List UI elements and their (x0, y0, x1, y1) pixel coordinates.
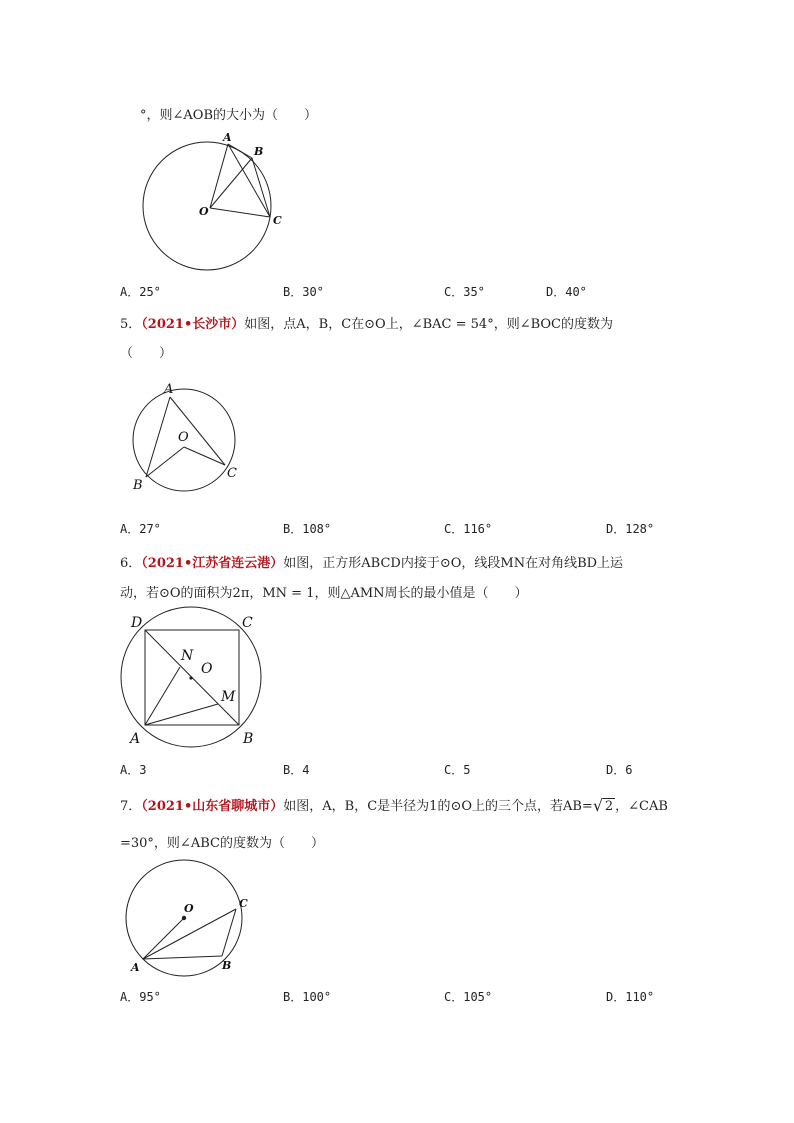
q5-label-o: O (178, 430, 189, 445)
q6-stem-line2: 动，若⊙O的面积为2π，MN = 1，则△AMN周长的最小值是（ ） (120, 586, 528, 601)
q7-option-b[interactable]: B．100° (283, 990, 332, 1004)
q7-line-ao (143, 918, 184, 959)
q7-number: 7． (120, 799, 142, 814)
q4-label-b: B (254, 145, 264, 158)
q6-label-c: C (242, 615, 253, 631)
q4-option-a[interactable]: A．25° (120, 285, 161, 299)
q7-label-c: C (239, 897, 248, 910)
q7-option-d[interactable]: D．110° (606, 990, 655, 1004)
q7-stem-line2: =30°，则∠ABC的度数为（ ） (120, 836, 324, 851)
q6-option-c[interactable]: C．5 (444, 763, 471, 777)
q5-stem: 如图，点A，B，C在⊙O上，∠BAC = 54°，则∠BOC的度数为 (244, 317, 613, 332)
q4-label-c: C (273, 214, 282, 227)
q5-option-a[interactable]: A．27° (120, 522, 161, 536)
q7-stem-b: ，∠CAB (615, 799, 668, 814)
q6-number: 6． (120, 556, 142, 571)
q6-label-m: M (221, 689, 236, 705)
q7-label-b: B (222, 959, 232, 972)
q5-option-b[interactable]: B．108° (283, 522, 332, 536)
q5-source: （2021•长沙市） (141, 317, 245, 332)
q6-label-o: O (201, 661, 213, 677)
q7-center-dot (182, 916, 186, 920)
q6-label-b: B (243, 731, 254, 747)
q6-stem: 如图，正方形ABCD内接于⊙O，线段MN在对角线BD上运 (283, 556, 624, 571)
q5-stem-line2: （ ） (120, 346, 173, 361)
q6-source: （2021•江苏省连云港） (141, 556, 284, 571)
q6-label-d: D (131, 615, 143, 631)
q5-label-b: B (133, 478, 143, 493)
q6-option-b[interactable]: B．4 (283, 763, 310, 777)
q4-option-d[interactable]: D．40° (546, 285, 587, 299)
sqrt-icon: √ (592, 796, 604, 815)
q4-option-b[interactable]: B．30° (283, 285, 324, 299)
q7-label-o: O (184, 902, 194, 915)
q4-label-a: A (223, 131, 232, 144)
q4-option-c[interactable]: C．35° (444, 285, 485, 299)
q6-option-d[interactable]: D．6 (606, 763, 633, 777)
q7-line-ab (143, 956, 222, 959)
q7-source: （2021•山东省聊城市） (141, 799, 284, 814)
q4-stem-tail: °，则∠AOB的大小为（ ） (140, 108, 317, 123)
q4-label-o: O (199, 205, 209, 218)
q7-stem-a: 如图，A，B，C是半径为1的⊙O上的三个点，若AB= (283, 799, 593, 814)
q7-line-ac (143, 909, 236, 959)
q7-sqrt-value: 2 (604, 799, 614, 814)
q7-label-a: A (131, 961, 140, 974)
q7-line-bc (222, 909, 236, 956)
q7-option-c[interactable]: C．105° (444, 990, 493, 1004)
q6-option-a[interactable]: A．3 (120, 763, 147, 777)
q7-option-a[interactable]: A．95° (120, 990, 161, 1004)
q6-label-n: N (181, 648, 194, 664)
q5-option-c[interactable]: C．116° (444, 522, 493, 536)
q5-label-a: A (164, 382, 174, 397)
q5-number: 5． (120, 317, 142, 332)
q6-label-a: A (130, 731, 141, 747)
q5-label-c: C (227, 466, 237, 481)
q5-option-d[interactable]: D．128° (606, 522, 655, 536)
